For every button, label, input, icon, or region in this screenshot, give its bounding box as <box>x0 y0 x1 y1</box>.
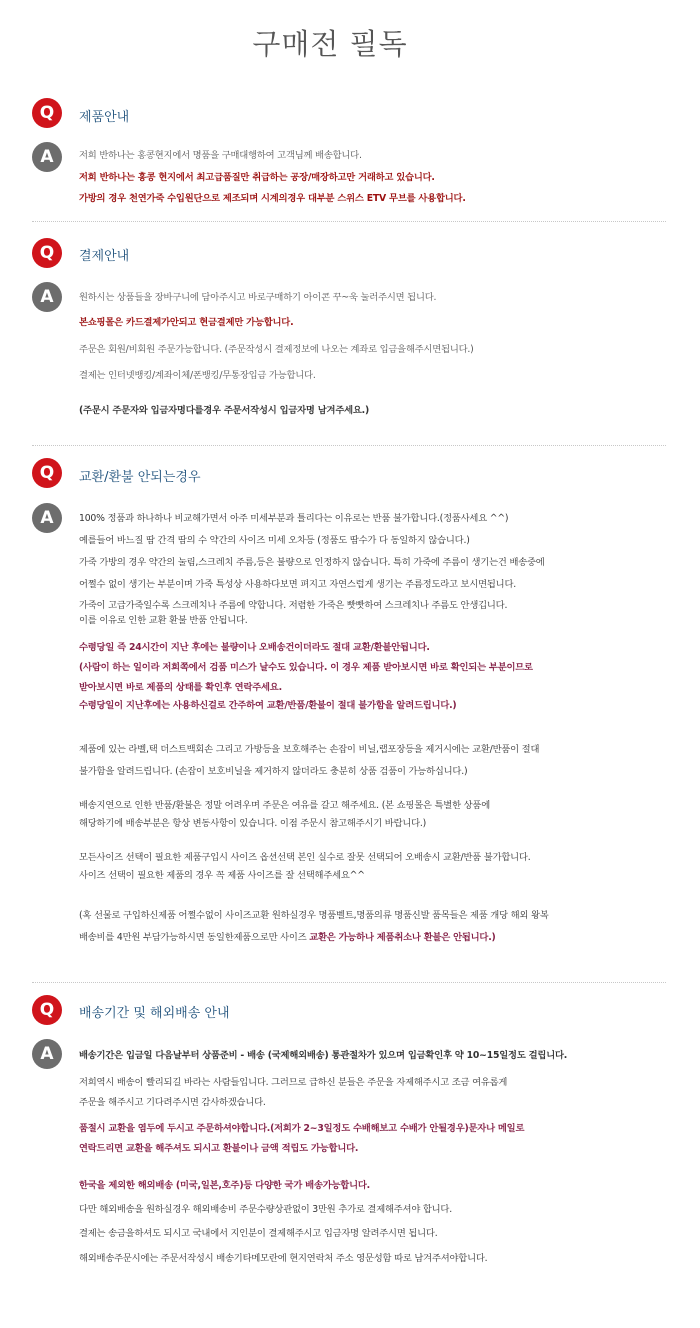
answer-line: 모든사이즈 선택이 필요한 제품구입시 사이즈 옵션선택 본인 실수로 잘못 선택되어 오배송시 교환/반품 불가합니다. <box>79 852 531 863</box>
question-badge-icon: Q <box>32 238 62 268</box>
answer-badge-icon: A <box>32 142 62 172</box>
answer-line: 한국을 제외한 해외배송 (미국,일본,호주)등 다양한 국가 배송가능합니다. <box>79 1180 370 1191</box>
question-label: 배송기간 및 해외배송 안내 <box>79 1006 230 1021</box>
answer-line: 가방의 경우 천연가죽 수입원단으로 제조되며 시계의경우 대부분 스위스 ETV 무브를 사용합니다. <box>79 193 466 204</box>
answer-line: 제품에 있는 라벨,택 더스트백회손 그리고 가방등을 보호해주는 손잡이 비닐,랩포장등을 제거시에는 교환/반품이 절대 <box>79 744 540 755</box>
question-badge-icon: Q <box>32 458 62 488</box>
question-label: 결제안내 <box>79 249 130 264</box>
answer-line: (혹 선물로 구입하신제품 어쩔수없이 사이즈교환 원하실경우 명품벨트,명품의류 명품신발 품목들은 제품 개당 해외 왕복 <box>79 910 549 921</box>
answer-line: 저희 반하나는 홍콩현지에서 명품을 구매대행하여 고객님께 배송합니다. <box>79 150 362 161</box>
answer-line: 100% 정품과 하나하나 비교해가면서 아주 미세부분과 틀리다는 이유로는 반품 불가합니다.(정품사세요 ^^) <box>79 513 509 524</box>
section-divider <box>32 982 666 983</box>
answer-line <box>79 929 496 943</box>
answer-badge-icon: A <box>32 503 62 533</box>
answer-line: 해당하기에 배송부분은 항상 변동사항이 있습니다. 이점 주문시 참고해주시기 바랍니다.) <box>79 818 427 829</box>
answer-line: 가죽이 고급가죽일수록 스크레치나 주름에 약합니다. 저렴한 가죽은 빳빳하여 스크레치나 주름도 안생깁니다. <box>79 600 508 611</box>
answer-line: 결제는 송금을하셔도 되시고 국내에서 지인분이 결제해주시고 입금자명 알려주시면 됩니다. <box>79 1228 438 1239</box>
answer-line: 결제는 인터넷뱅킹/계좌이체/폰뱅킹/무통장입금 가능합니다. <box>79 370 316 381</box>
answer-badge-icon: A <box>32 282 62 312</box>
answer-line: 사이즈 선택이 필요한 제품의 경우 꼭 제품 사이즈를 잘 선택해주세요^^ <box>79 870 365 881</box>
answer-line: 주문은 회원/비회원 주문가능합니다. (주문작성시 결제정보에 나오는 계좌로 입금을해주시면됩니다.) <box>79 344 474 355</box>
answer-line: 수령당일 즉 24시간이 지난 후에는 불량이나 오배송건이더라도 절대 교환/환불안됩니다. <box>79 642 430 653</box>
answer-line: 저희 반하나는 홍콩 현지에서 최고급품질만 취급하는 공장/매장하고만 거래하고 있습니다. <box>79 172 435 183</box>
answer-line: 예를들어 바느질 땀 간격 땀의 수 약간의 사이즈 미세 오차등 (정품도 땀수가 다 동일하지 않습니다.) <box>79 535 470 546</box>
answer-line: 불가함을 알려드립니다. (손잡이 보호비닐을 제거하지 않더라도 충분히 상품 검품이 가능하십니다.) <box>79 766 468 777</box>
answer-text: 배송비를 4만원 부담가능하시면 동일한제품으로만 사이즈 <box>79 932 310 943</box>
answer-text-highlight: 교환은 가능하나 제품취소나 환불은 안됩니다.) <box>309 932 496 943</box>
answer-line: 가죽 가방의 경우 약간의 눌림,스크레치 주름,등은 불량으로 인정하지 않습니다. 특히 가죽에 주름이 생기는건 배송중에 <box>79 557 545 568</box>
answer-line: 다만 해외배송을 원하실경우 해외배송비 주문수량상관없이 3만원 추가로 결제해주셔야 합니다. <box>79 1204 452 1215</box>
answer-line: 원하시는 상품들을 장바구니에 담아주시고 바로구매하기 아이콘 꾸~욱 눌러주시면 됩니다. <box>79 292 437 303</box>
answer-line: (사람이 하는 일이라 저희쪽에서 검품 미스가 날수도 있습니다. 이 경우 제품 받아보시면 바로 확인되는 부분이므로 <box>79 662 533 673</box>
answer-line: 주문을 해주시고 기다려주시면 감사하겠습니다. <box>79 1097 266 1108</box>
answer-line: 품절시 교환을 염두에 두시고 주문하셔야합니다.(저희가 2~3일정도 수배해보고 수배가 안될경우)문자나 메일로 <box>79 1123 525 1134</box>
answer-line: 배송지연으로 인한 반품/환불은 정말 어려우며 주문은 여유를 갈고 해주세요. (본 쇼핑몰은 특별한 상품에 <box>79 800 490 811</box>
question-label: 교환/환불 안되는경우 <box>79 470 201 485</box>
answer-line: 받아보시면 바로 제품의 상태를 확인후 연락주세요. <box>79 682 282 693</box>
answer-line: 저희역시 배송이 빨리되길 바라는 사람들입니다. 그러므로 급하신 분들은 주문을 자제해주시고 조금 여유롭게 <box>79 1077 508 1088</box>
page-title: 구매전 필독 <box>252 27 408 61</box>
section-divider <box>32 221 666 222</box>
answer-line: 해외배송주문시에는 주문서작성시 배송기타메모란에 현지연락처 주소 영문성함 따로 남겨주셔야합니다. <box>79 1253 488 1264</box>
answer-line: 수령당일이 지난후에는 사용하신걸로 간주하여 교환/반품/환불이 절대 불가함을 알려드립니다.) <box>79 700 457 711</box>
question-badge-icon: Q <box>32 995 62 1025</box>
answer-line: 연락드리면 교환을 해주셔도 되시고 환불이나 금액 적립도 가능합니다. <box>79 1143 359 1154</box>
answer-badge-icon: A <box>32 1039 62 1069</box>
answer-line: 이를 이유로 인한 교환 환불 반품 안됩니다. <box>79 615 248 626</box>
answer-line: 배송기간은 입금일 다음날부터 상품준비 - 배송 (국제해외배송) 통관절차가 있으며 입금확인후 약 10~15일정도 걸립니다. <box>79 1050 568 1061</box>
answer-line: 본쇼핑몰은 카드결제가안되고 현금결제만 가능합니다. <box>79 317 294 328</box>
answer-line: (주문시 주문자와 입금자명다를경우 주문서작성시 입금자명 남겨주세요.) <box>79 405 370 416</box>
question-badge-icon: Q <box>32 98 62 128</box>
section-divider <box>32 445 666 446</box>
answer-line: 어쩔수 없이 생기는 부분이며 가죽 특성상 사용하다보면 펴지고 자연스럽게 생기는 주름정도라고 보시면됩니다. <box>79 579 516 590</box>
question-label: 제품안내 <box>79 110 130 125</box>
